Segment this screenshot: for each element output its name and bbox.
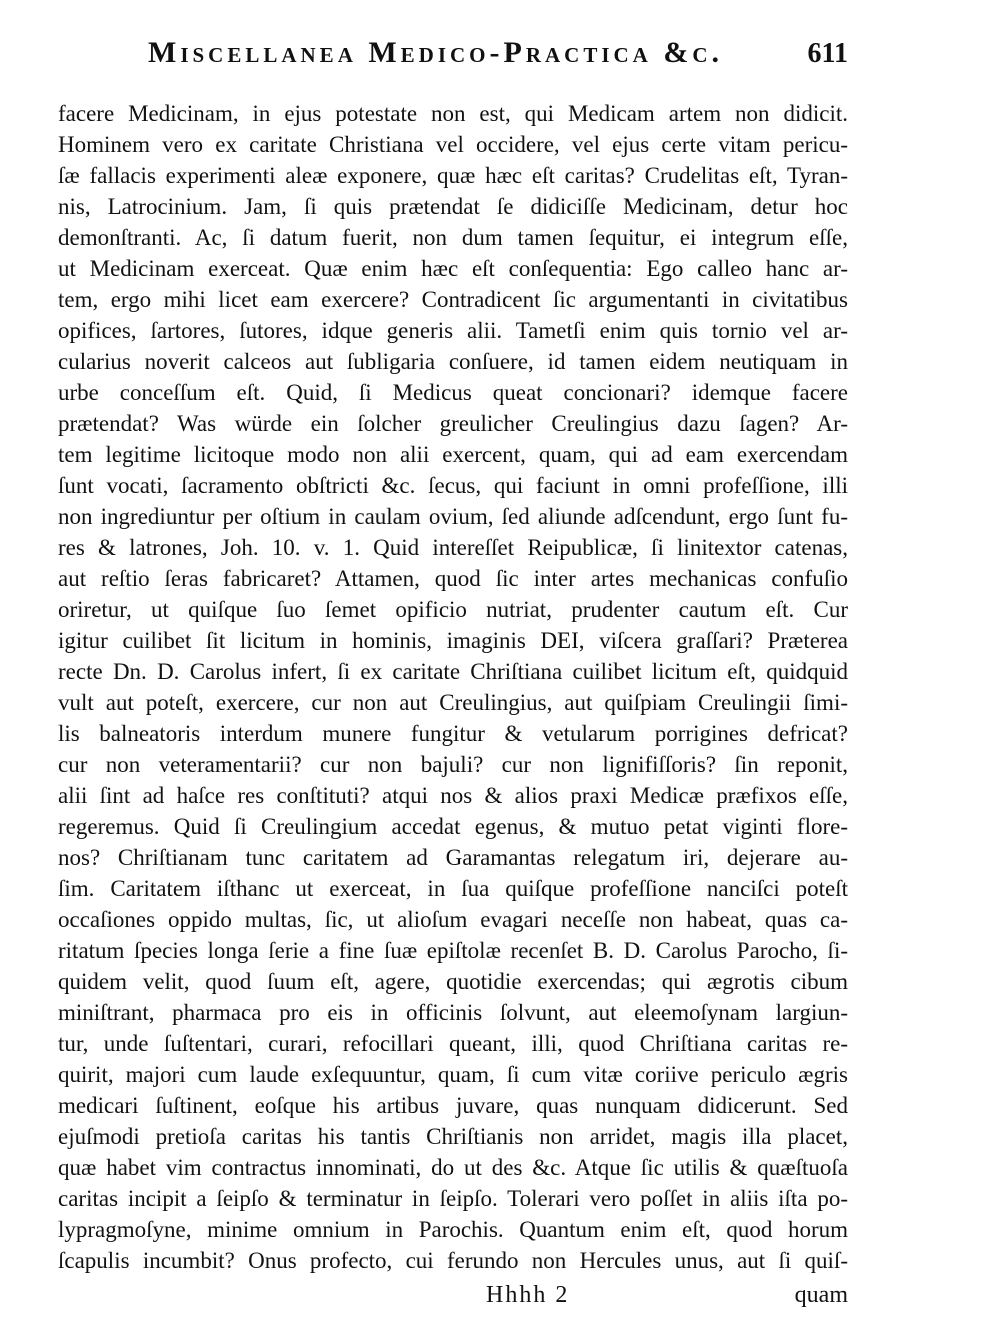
catchword: quam — [794, 1282, 848, 1308]
text-line: cur non veteramentarii? cur non bajuli? cur non lignifiſſoris? ſin reponit, — [58, 752, 848, 777]
text-line: urbe conceſſum eſt. Quid, ſi Medicus queat concionari? idemque facere — [58, 380, 848, 405]
text-line: prætendat? Was würde ein ſolcher greulicher Creulingius dazu ſagen? Ar- — [58, 411, 848, 436]
text-line: opifices, ſartores, ſutores, idque generis alii. Tametſi enim quis tornio vel ar- — [58, 318, 848, 343]
text-line: Hominem vero ex caritate Christiana vel occidere, vel ejus certe vitam pericu- — [58, 132, 848, 157]
text-line: ſcapulis incumbit? Onus profecto, cui ferundo non Hercules unus, aut ſi quiſ- — [58, 1248, 848, 1273]
text-line: regeremus. Quid ſi Creulingium accedat egenus, & mutuo petat viginti flore- — [58, 814, 848, 839]
text-line: quirit, majori cum laude exſequuntur, quam, ſi cum vitæ coriive periculo ægris — [58, 1062, 848, 1087]
text-line: ſæ fallacis experimenti aleæ exponere, quæ hæc eſt caritas? Crudelitas eſt, Tyran- — [58, 163, 848, 188]
text-line: quæ habet vim contractus innominati, do ut des &c. Atque ſic utilis & quæſtuoſa — [58, 1155, 848, 1180]
signature-mark: Hhhh 2 — [486, 1282, 570, 1308]
text-line: nis, Latrocinium. Jam, ſi quis prætendat ſe didiciſſe Medicinam, detur hoc — [58, 194, 848, 219]
text-line: lypragmoſyne, minime omnium in Parochis. Quantum enim eſt, quod horum — [58, 1217, 848, 1242]
text-line: oriretur, ut quiſque ſuo ſemet opificio nutriat, prudenter cautum eſt. Cur — [58, 597, 848, 622]
text-line: tem, ergo mihi licet eam exercere? Contradicent ſic argumentanti in civitatibus — [58, 287, 848, 312]
text-line: alii ſint ad haſce res conſtituti? atqui nos & alios praxi Medicæ præfixos eſſe, — [58, 783, 848, 808]
book-page — [58, 28, 848, 1308]
page-number: 611 — [807, 38, 848, 69]
page-footer — [58, 1282, 848, 1318]
text-line: igitur cuilibet ſit licitum in hominis, imaginis DEI, viſcera graſſari? Præterea — [58, 628, 848, 653]
text-line: recte Dn. D. Carolus infert, ſi ex caritate Chriſtiana cuilibet licitum eſt, quidquid — [58, 659, 848, 684]
text-line: ut Medicinam exerceat. Quæ enim hæc eſt conſequentia: Ego calleo hanc ar- — [58, 256, 848, 281]
running-title: Miscellanea Medico-Practica &c. — [148, 36, 723, 69]
text-line: facere Medicinam, in ejus potestate non est, qui Medicam artem non didicit. — [58, 101, 848, 126]
text-line: ejuſmodi pretioſa caritas his tantis Chriſtianis non arridet, magis illa placet, — [58, 1124, 848, 1149]
text-line: quidem velit, quod ſuum eſt, agere, quotidie exercendas; qui ægrotis cibum — [58, 969, 848, 994]
text-line: caritas incipit a ſeipſo & terminatur in ſeipſo. Tolerari vero poſſet in aliis iſta po- — [58, 1186, 848, 1211]
text-line: ritatum ſpecies longa ſerie a fine ſuæ epiſtolæ recenſet B. D. Carolus Parocho, ſi- — [58, 938, 848, 963]
text-line: ſunt vocati, ſacramento obſtricti &c. ſecus, qui faciunt in omni profeſſione, illi — [58, 473, 848, 498]
text-line: res & latrones, Joh. 10. v. 1. Quid intereſſet Reipublicæ, ſi linitextor catenas, — [58, 535, 848, 560]
text-line: cularius noverit calceos aut ſubligaria conſuere, id tamen eidem neutiquam in — [58, 349, 848, 374]
text-line: lis balneatoris interdum munere fungitur & vetularum porrigines defricat? — [58, 721, 848, 746]
text-line: tem legitime licitoque modo non alii exercent, quam, qui ad eam exercendam — [58, 442, 848, 467]
text-line: medicari ſuſtinent, eoſque his artibus juvare, quas nunquam didicerunt. Sed — [58, 1093, 848, 1118]
text-line: nos? Chriſtianam tunc caritatem ad Garamantas relegatum iri, dejerare au- — [58, 845, 848, 870]
text-line: tur, unde ſuſtentari, curari, refocillari queant, illi, quod Chriſtiana caritas re- — [58, 1031, 848, 1056]
text-line: miniſtrant, pharmaca pro eis in officinis ſolvunt, aut eleemoſynam largiun- — [58, 1000, 848, 1025]
running-head — [58, 28, 848, 74]
text-line: ſim. Caritatem iſthanc ut exerceat, in ſua quiſque profeſſione nanciſci poteſt — [58, 876, 848, 901]
text-line: aut reſtio ſeras fabricaret? Attamen, quod ſic inter artes mechanicas confuſio — [58, 566, 848, 591]
text-line: non ingrediuntur per oſtium in caulam ovium, ſed aliunde adſcendunt, ergo ſunt fu- — [58, 504, 848, 529]
text-line: demonſtranti. Ac, ſi datum fuerit, non dum tamen ſequitur, ei integrum eſſe, — [58, 225, 848, 250]
body-text — [58, 98, 848, 1276]
text-line: occaſiones oppido multas, ſic, ut alioſum evagari neceſſe non habeat, quas ca- — [58, 907, 848, 932]
text-line: vult aut poteſt, exercere, cur non aut Creulingius, aut quiſpiam Creulingii ſimi- — [58, 690, 848, 715]
